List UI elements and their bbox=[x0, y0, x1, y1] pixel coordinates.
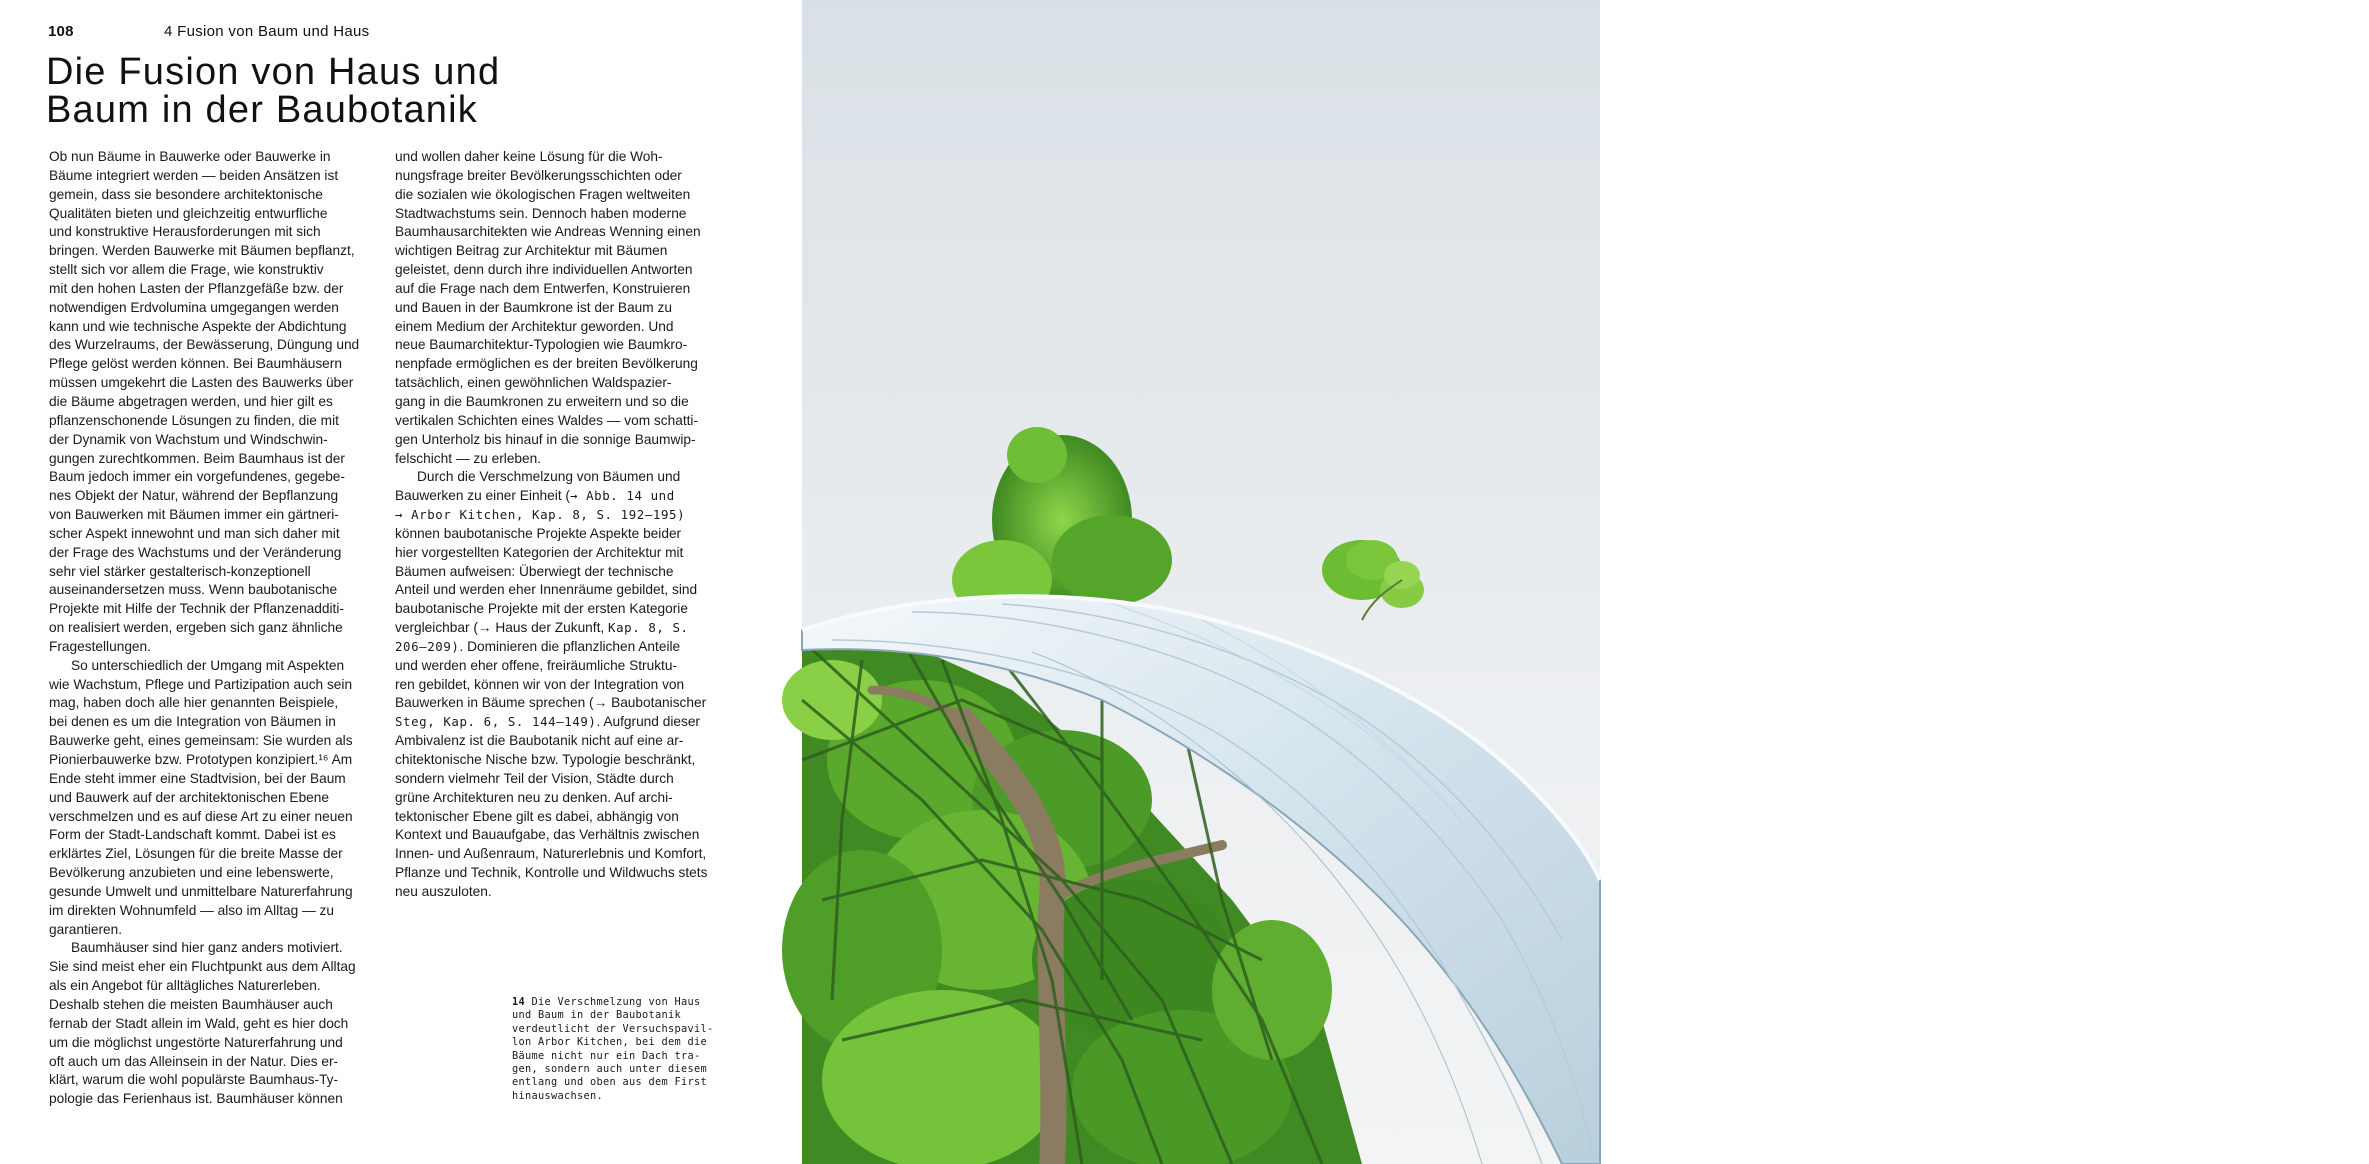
text-line: verschmelzen und es auf diese Art zu einer neuen bbox=[49, 808, 353, 824]
text-line: Ambivalenz ist die Baubotanik nicht auf eine ar- bbox=[395, 733, 684, 749]
page-number: 108 bbox=[48, 23, 74, 40]
text-line: fernab der Stadt allein im Wald, geht es hier doch bbox=[49, 1015, 349, 1031]
text-line: stellt sich vor allem die Frage, wie konstruktiv bbox=[49, 262, 324, 278]
text-line: Sie sind meist eher ein Fluchtpunkt aus dem Alltag bbox=[49, 959, 356, 975]
text-line: gang in die Baumkronen zu erweitern und so die bbox=[395, 393, 689, 409]
text-line: die Bäume abgetragen werden, und hier gilt es bbox=[49, 393, 333, 409]
text-line: kann und wie technische Aspekte der Abdichtung bbox=[49, 318, 347, 334]
text-line: tektonischer Ebene gilt es dabei, abhängig von bbox=[395, 808, 679, 824]
text-line: müssen umgekehrt die Lasten des Bauwerks über bbox=[49, 375, 354, 391]
text-line: lon Arbor Kitchen, bei dem die bbox=[512, 1036, 707, 1049]
text-line: und konstruktive Herausforderungen mit sich bbox=[49, 224, 321, 240]
text-line: vertikalen Schichten eines Waldes — vom schatti- bbox=[395, 412, 699, 428]
text-line: und Baum in der Baubotanik bbox=[512, 1009, 681, 1022]
text-line: Pionierbauwerke bzw. Prototypen konzipiert.¹⁶ Am bbox=[49, 752, 353, 767]
section-title-line: Baum in der Baubotanik bbox=[46, 89, 478, 131]
text-line: vergleichbar (→ Haus der Zukunft, Kap. 8, S. bbox=[395, 620, 689, 636]
text-line: Bauwerken in Bäume sprechen (→ Baubotanischer bbox=[395, 695, 707, 711]
text-line: chitektonische Nische bzw. Typologie beschränkt, bbox=[395, 752, 696, 767]
text-line: nungsfrage breiter Bevölkerungsschichten oder bbox=[395, 167, 682, 183]
caption-lines bbox=[512, 1009, 752, 1103]
text-line: Anteil und werden eher Innenräume gebildet, sind bbox=[395, 582, 698, 598]
text-line: Stadtwachstums sein. Dennoch haben moderne bbox=[395, 205, 687, 221]
text-line: Pflege gelöst werden können. Bei Baumhäusern bbox=[49, 356, 342, 372]
text-line: nenpfade ermöglichen es der breiten Bevölkerung bbox=[395, 356, 698, 372]
text-line: Qualitäten bieten und gleichzeitig entwurfliche bbox=[49, 205, 328, 221]
text-line: on realisiert werden, ergeben sich ganz ähnliche bbox=[49, 620, 343, 636]
text-line: felschicht — zu erleben. bbox=[395, 450, 542, 466]
text-line: und Bauwerk auf der architektonischen Ebene bbox=[49, 789, 330, 805]
text-line: baubotanische Projekte mit der ersten Kategorie bbox=[395, 601, 688, 617]
text-line: Baumhäuser sind hier ganz anders motiviert. bbox=[71, 940, 343, 956]
text-line: Baumhausarchitekten wie Andreas Wenning einen bbox=[395, 224, 701, 240]
text-line: Bauwerke geht, eines gemeinsam: Sie wurden als bbox=[49, 733, 353, 749]
text-line: Baum jedoch immer ein vorgefundenes, gegebe- bbox=[49, 469, 345, 485]
cross-reference: → Arbor Kitchen, Kap. 8, S. 192—195) bbox=[395, 507, 686, 523]
text-line: hier vorgestellten Kategorien der Architektur mit bbox=[395, 544, 684, 560]
text-line: als ein Angebot für alltägliches Naturerleben. bbox=[49, 978, 321, 994]
text-line: Form der Stadt-Landschaft kommt. Dabei ist es bbox=[49, 827, 336, 843]
cross-reference: Steg, Kap. 6, S. 144—149) bbox=[395, 714, 597, 730]
text-line: scher Aspekt innewohnt und man sich daher mit bbox=[49, 525, 340, 541]
paragraph-lines bbox=[395, 148, 735, 487]
figure-caption bbox=[512, 996, 752, 1103]
text-page bbox=[0, 0, 802, 1164]
text-line: bringen. Werden Bauwerke mit Bäumen bepflanzt, bbox=[49, 243, 355, 259]
text-line: und werden eher offene, freiräumliche Struktu- bbox=[395, 657, 678, 673]
text-line: von Bauwerken mit Bäumen immer ein gärtneri- bbox=[49, 507, 339, 523]
text-line: wichtigen Beitrag zur Architektur mit Bäumen bbox=[395, 243, 668, 259]
caption-line: 14 Die Verschmelzung von Haus bbox=[512, 996, 701, 1008]
text-line: im direkten Wohnumfeld — also im Alltag — zu bbox=[49, 902, 335, 918]
running-header-chapter: 4 Fusion von Baum und Haus bbox=[164, 23, 370, 40]
text-line: 206—209). Dominieren die pflanzlichen Anteile bbox=[395, 638, 681, 654]
text-line: nes Objekt der Natur, während der Bepflanzung bbox=[49, 488, 339, 504]
text-line: Kontext und Bauaufgabe, das Verhältnis zwischen bbox=[395, 827, 700, 843]
text-line: verdeutlicht der Versuchspavil- bbox=[512, 1022, 714, 1035]
text-line: Projekte mit Hilfe der Technik der Pflanzenadditi- bbox=[49, 601, 344, 617]
text-line: tatsächlich, einen gewöhnlichen Waldspazier- bbox=[395, 375, 672, 391]
text-line: gesunde Umwelt und unmittelbare Naturerfahrung bbox=[49, 883, 353, 899]
text-line: neue Baumarchitektur-Typologien wie Baumkro- bbox=[395, 337, 688, 353]
section-title-line: Die Fusion von Haus und bbox=[46, 51, 501, 93]
photo-illustration bbox=[802, 0, 1600, 1164]
text-line: die sozialen wie ökologischen Fragen weltweiten bbox=[395, 186, 691, 202]
text-line: mit den hohen Lasten der Pflanzgefäße bzw. der bbox=[49, 280, 344, 296]
paragraph-lines bbox=[395, 525, 735, 619]
text-line: bei denen es um die Integration von Bäumen in bbox=[49, 714, 336, 730]
text-line: gemein, dass sie besondere architektonische bbox=[49, 186, 323, 202]
text-line: Innen- und Außenraum, Naturerlebnis und Komfort, bbox=[395, 846, 707, 862]
text-line: mag, haben doch alle hier genannten Beispiele, bbox=[49, 695, 339, 711]
text-line: oft auch um das Alleinsein in der Natur. Dies er- bbox=[49, 1053, 339, 1069]
text-line: Durch die Verschmelzung von Bäumen und bbox=[417, 469, 681, 485]
text-line: Bevölkerung anzubieten und eine lebenswerte, bbox=[49, 865, 334, 881]
cross-reference: → Abb. 14 und bbox=[570, 488, 675, 504]
text-line: notwendigen Erdvolumina umgegangen werden bbox=[49, 299, 339, 315]
text-line: Fragestellungen. bbox=[49, 638, 151, 654]
text-line: Bäumen aufweisen: Überwiegt der technische bbox=[395, 563, 674, 579]
text-line: des Wurzelraums, der Bewässerung, Düngung und bbox=[49, 337, 360, 353]
text-line: sondern vielmehr Teil der Vision, Städte durch bbox=[395, 770, 674, 786]
text-line: garantieren. bbox=[49, 921, 123, 937]
text-line: auf die Frage nach dem Entwerfen, Konstruieren bbox=[395, 280, 691, 296]
body-column-left bbox=[49, 148, 384, 1109]
text-line: entlang und oben aus dem First bbox=[512, 1076, 707, 1089]
text-line: klärt, warum die wohl populärste Baumhaus-Ty- bbox=[49, 1072, 339, 1088]
text-line: einem Medium der Architektur geworden. Und bbox=[395, 318, 674, 334]
text-line: pologie das Ferienhaus ist. Baumhäuser können bbox=[49, 1091, 343, 1107]
figure-number: 14 bbox=[2357, 1133, 2369, 1144]
text-line: der Frage des Wachstums und der Veränderung bbox=[49, 544, 342, 560]
paragraph-lines bbox=[395, 732, 735, 902]
section-title bbox=[46, 53, 746, 129]
cross-reference: Kap. 8, S. bbox=[608, 620, 689, 636]
text-line: neu auszuloten. bbox=[395, 883, 492, 899]
text-line: erklärtes Ziel, Lösungen für die breite Masse der bbox=[49, 846, 343, 862]
text-line: um die möglichst ungestörte Naturerfahrung und bbox=[49, 1034, 343, 1050]
cross-reference: 206—209) bbox=[395, 638, 460, 654]
text-line: geleistet, denn durch ihre individuellen Antworten bbox=[395, 262, 693, 278]
text-line: pflanzenschonende Lösungen zu finden, die mit bbox=[49, 412, 339, 428]
text-line: und wollen daher keine Lösung für die Woh- bbox=[395, 149, 663, 164]
text-line: grüne Architekturen neu zu denken. Auf archi- bbox=[395, 789, 673, 805]
text-line: hinauswachsen. bbox=[512, 1089, 603, 1102]
text-line: Steg, Kap. 6, S. 144—149). Aufgrund dieser bbox=[395, 714, 700, 730]
text-line: Ob nun Bäume in Bauwerke oder Bauwerke in bbox=[49, 149, 331, 164]
text-line: Bauwerken zu einer Einheit (→ Abb. 14 und bbox=[395, 488, 675, 504]
text-line: können baubotanische Projekte Aspekte beider bbox=[395, 525, 682, 541]
text-line: der Dynamik von Wachstum und Windschwin- bbox=[49, 431, 328, 447]
text-line: wie Wachstum, Pflege und Partizipation auch sein bbox=[49, 676, 353, 692]
text-line: Ende steht immer eine Stadtvision, bei der Baum bbox=[49, 770, 346, 786]
text-line: gen Unterholz bis hinauf in die sonnige Baumwip- bbox=[395, 431, 696, 447]
caption-number: 14 bbox=[512, 996, 525, 1008]
text-line: So unterschiedlich der Umgang mit Aspekten bbox=[71, 657, 345, 673]
text-line: Bäume nicht nur ein Dach tra- bbox=[512, 1049, 701, 1062]
text-line: und Bauen in der Baumkrone ist der Baum zu bbox=[395, 299, 672, 315]
photo-arbor-kitchen bbox=[802, 0, 2369, 1164]
text-line: gungen zurechtkommen. Beim Baumhaus ist der bbox=[49, 450, 345, 466]
body-column-right bbox=[395, 148, 735, 902]
text-line: gen, sondern auch unter diesem bbox=[512, 1063, 707, 1076]
text-line: Pflanze und Technik, Kontrolle und Wildwuchs stets bbox=[395, 865, 708, 881]
text-line: Bäume integriert werden — beiden Ansätzen ist bbox=[49, 167, 339, 183]
text-line: ren gebildet, können wir von der Integration von bbox=[395, 676, 685, 692]
text-line: auseinandersetzen muss. Wenn baubotanische bbox=[49, 582, 338, 598]
text-line: sehr viel stärker gestalterisch-konzeptionell bbox=[49, 563, 311, 579]
paragraph-lines bbox=[395, 657, 735, 695]
text-line: Deshalb stehen die meisten Baumhäuser auch bbox=[49, 996, 333, 1012]
